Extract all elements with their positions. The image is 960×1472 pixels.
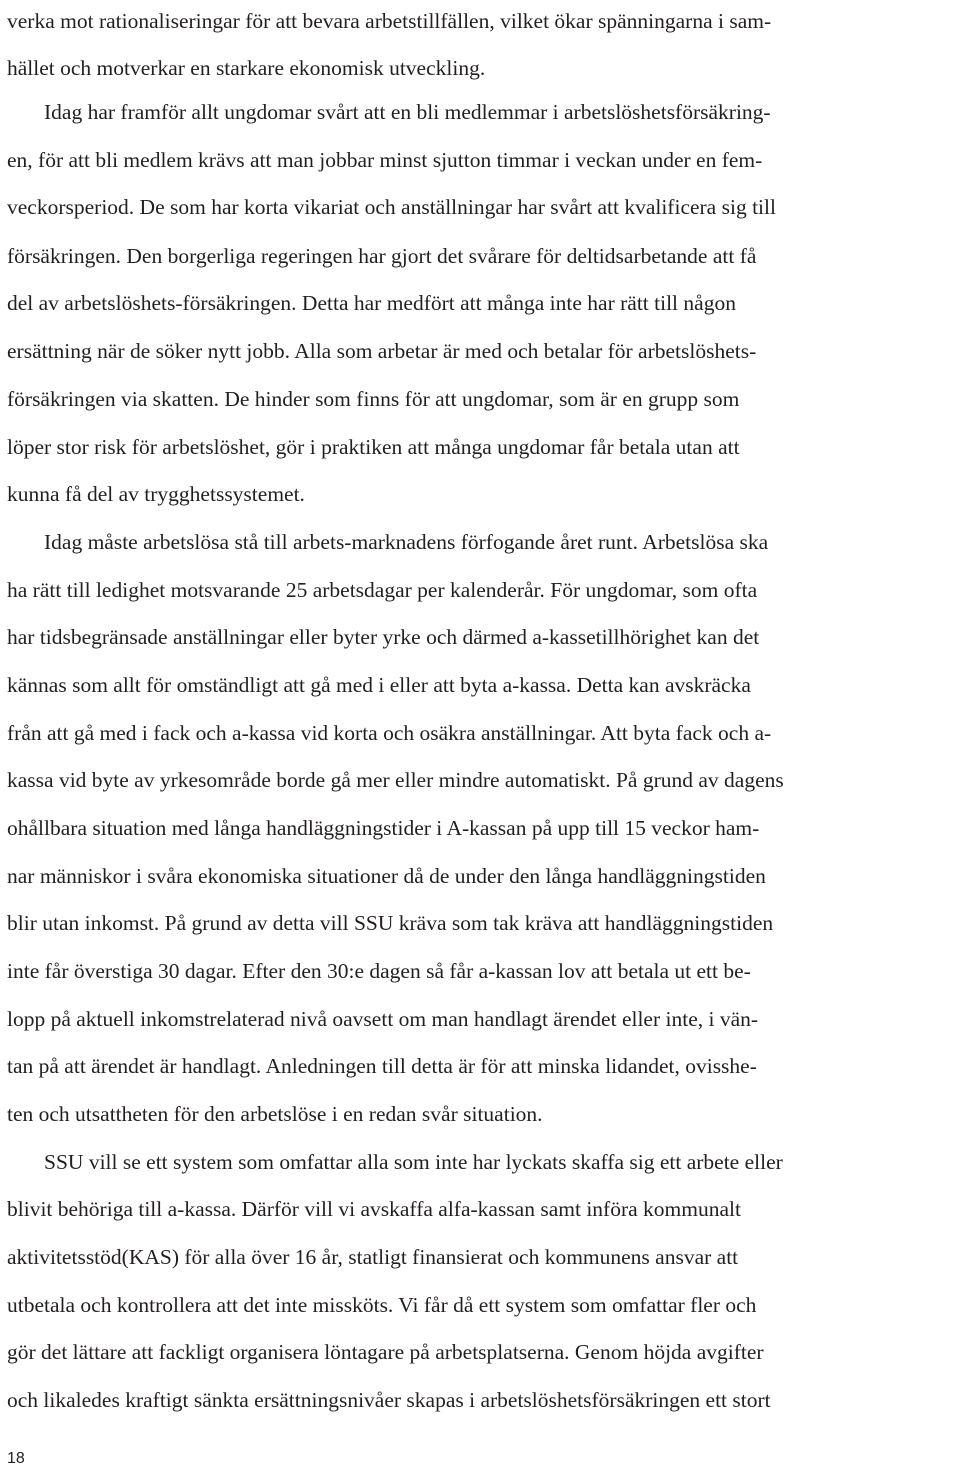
- text-line: del av arbetslöshets-försäkringen. Detta har medfört att många inte har rätt till någon: [7, 291, 736, 315]
- text-line: Idag måste arbetslösa stå till arbets-marknadens förfogande året runt. Arbetslösa ska: [44, 530, 769, 554]
- text-line: SSU vill se ett system som omfattar alla som inte har lyckats skaffa sig ett arbete eller: [44, 1150, 783, 1174]
- text-line: ohållbara situation med långa handläggningstider i A-kassan på upp till 15 veckor ham-: [7, 816, 760, 840]
- text-line: veckorsperiod. De som har korta vikariat och anställningar har svårt att kvalificera sig till: [7, 195, 776, 219]
- text-line: ha rätt till ledighet motsvarande 25 arbetsdagar per kalenderår. För ungdomar, som ofta: [7, 578, 758, 602]
- text-line: från att gå med i fack och a-kassa vid korta och osäkra anställningar. Att byta fack och a-: [7, 721, 772, 745]
- text-line: ten och utsattheten för den arbetslöse i en redan svår situation.: [7, 1102, 543, 1126]
- text-line: lopp på aktuell inkomstrelaterad nivå oavsett om man handlagt ärendet eller inte, i vän-: [7, 1007, 759, 1031]
- text-line: och likaledes kraftigt sänkta ersättningsnivåer skapas i arbetslöshetsförsäkringen ett stort: [7, 1388, 771, 1412]
- text-line: gör det lättare att fackligt organisera löntagare på arbetsplatserna. Genom höjda avgifter: [7, 1340, 764, 1364]
- text-line: kassa vid byte av yrkesområde borde gå mer eller mindre automatiskt. På grund av dagens: [7, 768, 784, 792]
- text-line: blivit behöriga till a-kassa. Därför vill vi avskaffa alfa-kassan samt införa kommunalt: [7, 1197, 741, 1221]
- text-line: försäkringen. Den borgerliga regeringen har gjort det svårare för deltidsarbetande att få: [7, 244, 757, 268]
- text-line: en, för att bli medlem krävs att man jobbar minst sjutton timmar i veckan under en fem-: [7, 148, 763, 172]
- text-line: aktivitetsstöd(KAS) för alla över 16 år, statligt finansierat och kommunens ansvar att: [7, 1245, 739, 1269]
- text-line: verka mot rationaliseringar för att bevara arbetstillfällen, vilket ökar spänningarna i sam-: [7, 9, 772, 33]
- text-line: har tidsbegränsade anställningar eller byter yrke och därmed a-kassetillhörighet kan det: [7, 625, 760, 649]
- text-line: kännas som allt för omständligt att gå med i eller att byta a-kassa. Detta kan avskräcka: [7, 673, 751, 697]
- text-line: försäkringen via skatten. De hinder som finns för att ungdomar, som är en grupp som: [7, 387, 740, 411]
- text-line: nar människor i svåra ekonomiska situationer då de under den långa handläggningstiden: [7, 864, 766, 888]
- text-line: ersättning när de söker nytt jobb. Alla som arbetar är med och betalar för arbetslöshets-: [7, 339, 757, 363]
- text-line: löper stor risk för arbetslöshet, gör i praktiken att många ungdomar får betala utan att: [7, 435, 740, 459]
- text-line: inte får överstiga 30 dagar. Efter den 30:e dagen så får a-kassan lov att betala ut ett be-: [7, 959, 751, 983]
- text-line: blir utan inkomst. På grund av detta vill SSU kräva som tak kräva att handläggningstiden: [7, 911, 774, 935]
- page-number: 18: [7, 1450, 25, 1467]
- text-line: kunna få del av trygghetssystemet.: [7, 482, 305, 506]
- text-line: hället och motverkar en starkare ekonomisk utveckling.: [7, 56, 486, 80]
- text-line: utbetala och kontrollera att det inte missköts. Vi får då ett system som omfattar fler och: [7, 1293, 757, 1317]
- text-line: tan på att ärendet är handlagt. Anledningen till detta är för att minska lidandet, ovisshe-: [7, 1054, 757, 1078]
- text-line: Idag har framför allt ungdomar svårt att en bli medlemmar i arbetslöshetsförsäkring-: [44, 100, 771, 124]
